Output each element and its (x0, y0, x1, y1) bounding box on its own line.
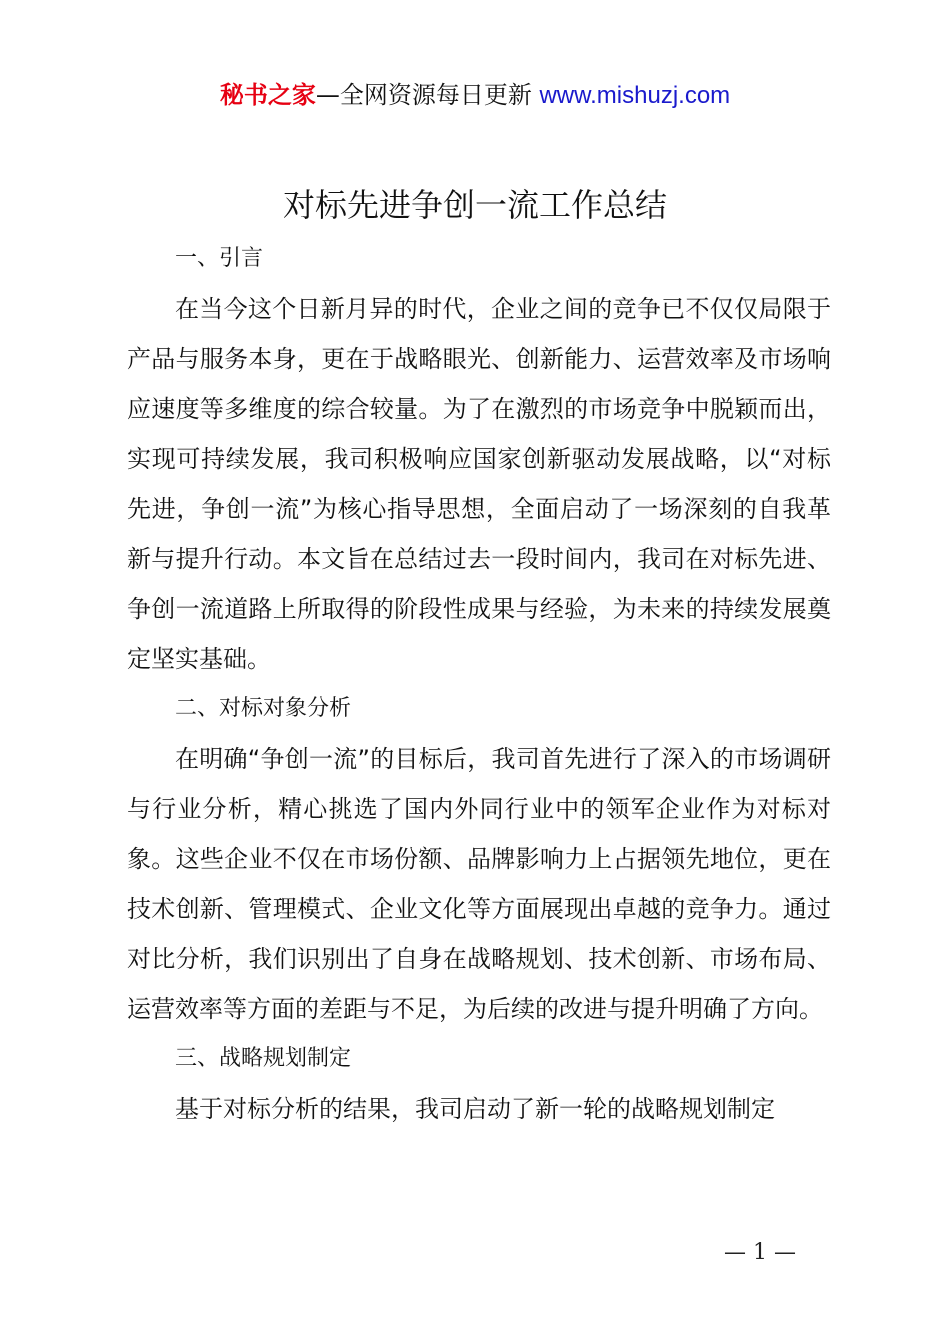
site-header (0, 78, 950, 113)
section-heading: 二、对标对象分析 (175, 696, 352, 721)
document-title: 对标先进争创一流工作总结 (282, 186, 667, 224)
section-paragraph: 在明确“争创一流”的目标后，我司首先进行了深入的市场调研与行业分析，精心挑选了国内外同行业中的领军企业作为对标对象。这些企业不仅在市场份额、品牌影响力上占据领先地位，更在技术创新、管理模式、企业文化等方面展现出卓越的竞争力。通过对比分析，我们识别出了自身在战略规划、技术创新、市场布局、运营效率等方面的差距与不足，为后续的改进与提升明确了方向。 (127, 745, 831, 1023)
page-number: — 1 — (724, 1240, 796, 1265)
section-paragraph: 在当今这个日新月异的时代，企业之间的竞争已不仅仅局限于产品与服务本身，更在于战略眼光、创新能力、运营效率及市场响应速度等多维度的综合较量。为了在激烈的市场竞争中脱颖而出，实现可持续发展，我司积极响应国家创新驱动发展战略，以“对标先进，争创一流”为核心指导思想，全面启动了一场深刻的自我革新与提升行动。本文旨在总结过去一段时间内，我司在对标先进、争创一流道路上所取得的阶段性成果与经验，为未来的持续发展奠定坚实基础。 (127, 295, 831, 673)
section-heading: 一、引言 (175, 246, 264, 271)
site-url-link[interactable]: www.mishuzj.com (539, 82, 731, 109)
site-brand: 秘书之家 (219, 81, 316, 109)
site-tagline: —全网资源每日更新 (315, 81, 532, 109)
section-heading: 三、战略规划制定 (175, 1046, 352, 1071)
document-body (127, 234, 831, 1134)
section-paragraph: 基于对标分析的结果，我司启动了新一轮的战略规划制定 (175, 1095, 775, 1123)
